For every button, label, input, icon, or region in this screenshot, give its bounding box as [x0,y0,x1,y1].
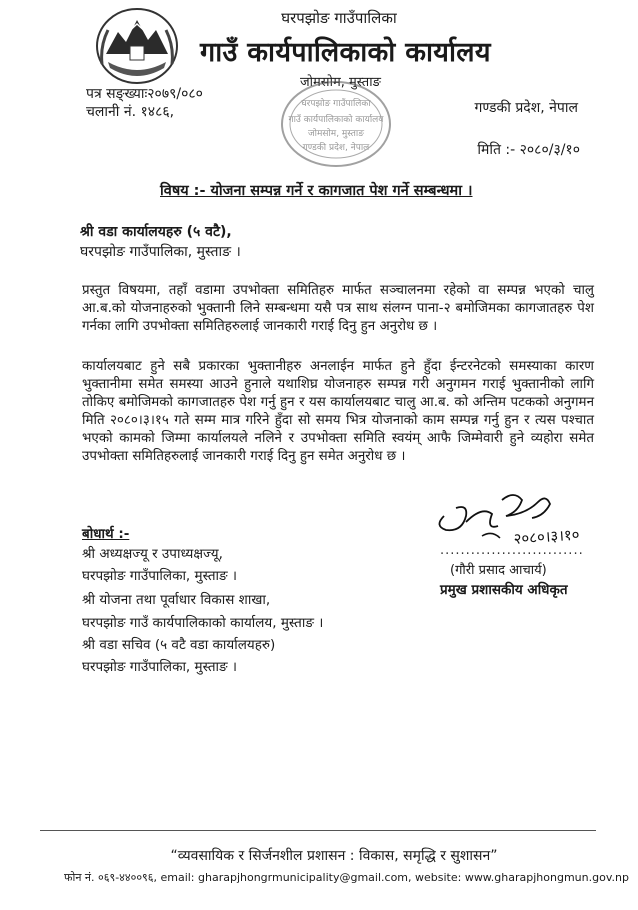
recipient-line-2: घरपझोङ गाउँपालिका, मुस्ताङ । [80,244,241,260]
body-paragraph-1: प्रस्तुत विषयमा, तहाँ वडामा उपभोक्ता समितिहरु मार्फत सञ्चालनमा रहेको वा सम्पन्न भएको चालु आ.ब.को योजनाहरुको भुक्तानी लिने सम्बन्धमा यसै पत्र साथ संलग्न पाना-२ बमोजिमका कागजातहरु पेश गर्नका लागि उपभोक्ता समितिहरुलाई जानकारी गराई दिनु हुन अनुरोध छ । [82,283,594,334]
stamp-line-3: जोमसोम, मुस्ताङ [308,129,364,139]
cc-line: घरपझोङ गाउँपालिका, मुस्ताङ । [82,568,238,584]
municipality-name: घरपझोङ गाउँपालिका [281,9,397,27]
cc-line: श्री अध्यक्षज्यू र उपाध्यक्षज्यू, [82,546,223,562]
body-paragraph-2: कार्यालयबाट हुने सबै प्रकारका भुक्तानीहरु अनलाईन मार्फत हुने हुँदा ईन्टरनेटको समस्याका कारण भुक्तानीमा समेत समस्या आउने हुनाले यथाशिघ्र योजनाहरु सम्पन्न गरी अनुगमन गराई भुक्तानीको लागि तोकिए बमोजिमको कागजातहरु पेश गर्नु हुन र यस कार्यालयबाट चालु आ.ब. को अन्तिम पटकको अनुगमन मिति २०८०।३।१५ गते सम्म मात्र गरिने हुँदा सो समय भित्र योजनाको काम सम्पन्न गर्नु हुन र त्यस पश्चात भएको कामको जिम्मा कार्यालयले नलिने र उपभोक्ता समिति स्वयंम् आफै जिम्मेवारी हुने व्यहोरा समेत उपभोक्ता समितिहरुलाई जानकारी गराई दिनु हुन समेत अनुरोध छ । [82,359,594,464]
reference-number: पत्र सङ्ख्याः२०७९/०८० [86,86,203,102]
signatory-title: प्रमुख प्रशासकीय अधिकृत [440,582,568,598]
letter-date: मिति :- २०८०/३/१० [477,142,580,158]
footer-slogan: “व्यवसायिक र सिर्जनशील प्रशासन : विकास, समृद्धि र सुशासन” [170,848,498,864]
footer-divider [40,830,596,831]
signatory-name: (गौरी प्रसाद आचार्य) [450,563,547,578]
cc-line: घरपझोङ गाउँ कार्यपालिकाको कार्यालय, मुस्ताङ । [82,615,324,631]
signature-dotted-line: ............................ [440,543,584,558]
cc-line: घरपझोङ गाउँपालिका, मुस्ताङ । [82,659,238,675]
cc-line: श्री योजना तथा पूर्वाधार विकास शाखा, [82,592,271,608]
stamp-line-1: घरपझोङ गाउँपालिका [301,99,371,109]
letter-subject: विषय :- योजना सम्पन्न गर्ने र कागजात पेश गर्ने सम्बन्धमा । [160,183,473,199]
office-stamp [278,78,394,170]
office-title: गाउँ कार्यपालिकाको कार्यालय [200,37,491,68]
cc-line: श्री वडा सचिव (५ वटै वडा कार्यालयहरु) [82,637,276,653]
recipient-line-1: श्री वडा कार्यालयहरु (५ वटै), [80,224,232,240]
stamp-line-2: गाउँ कार्यपालिकाको कार्यालय [288,115,384,125]
cc-heading: बोधार्थ :- [82,526,130,542]
signature-date: २०८०।३।१० [513,525,581,548]
province-name: गण्डकी प्रदेश, नेपाल [474,100,578,116]
stamp-line-4: गण्डकी प्रदेश, नेपाल [302,143,370,153]
office-location: जोमसोम, मुस्ताङ [300,75,381,90]
footer-contact: फोन नं. ०६९-४४००९६, email: gharapjhongrmunicipality@gmail.com, website: www.gharapjhongmun.gov.np [64,871,629,884]
dispatch-number: चलानी नं. १४८६, [86,104,175,120]
